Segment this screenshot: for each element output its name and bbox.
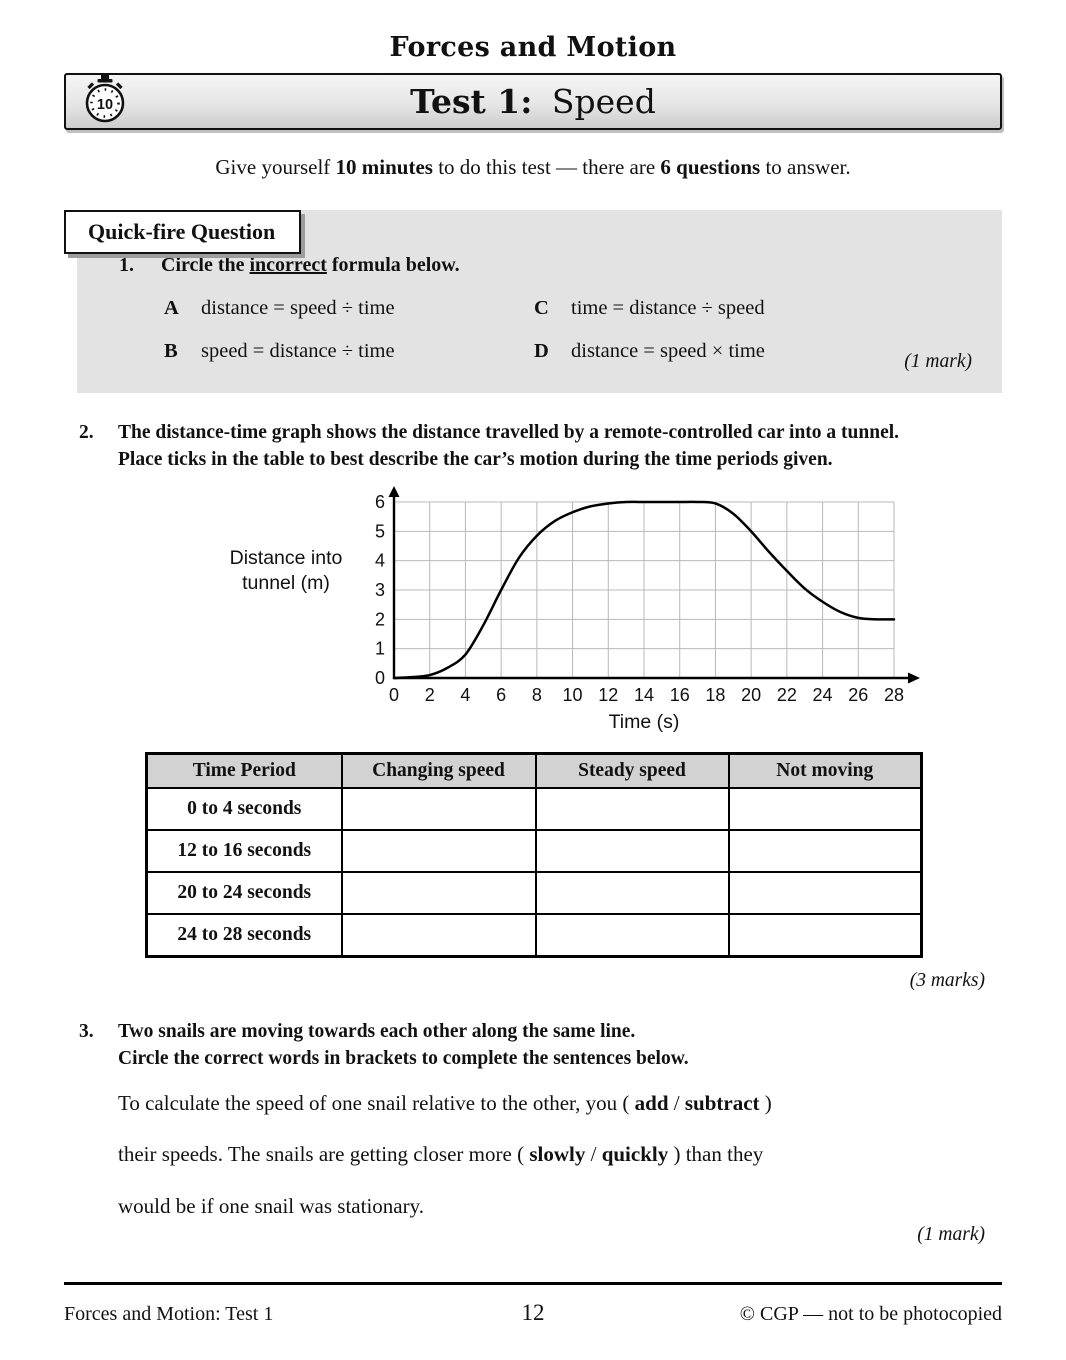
word-choice-add[interactable]: add — [634, 1091, 669, 1116]
svg-text:4: 4 — [460, 684, 471, 705]
q2-line1: The distance-time graph shows the distance travelled by a remote-controlled car into a tunnel. — [118, 422, 900, 443]
q2-marks: (3 marks) — [909, 969, 985, 991]
stopwatch-icon — [82, 73, 128, 130]
y-axis-label: Distance into tunnel (m) — [229, 546, 343, 594]
svg-text:22: 22 — [776, 684, 797, 705]
col-header-time-period: Time Period — [147, 753, 342, 788]
table-row — [147, 830, 922, 872]
answer-cell[interactable] — [729, 872, 922, 914]
option-a[interactable] — [164, 297, 534, 320]
option-letter: C — [534, 297, 549, 319]
option-letter: D — [534, 340, 549, 362]
svg-text:4: 4 — [374, 550, 385, 571]
intro-text: Give yourself 10 minutes to do this test — there are 6 questions to answer. — [215, 155, 851, 179]
quickfire-label: Quick-fire Question — [64, 210, 301, 254]
q3-line2: Circle the correct words in brackets to complete the sentences below. — [118, 1047, 689, 1069]
time-period-cell: 0 to 4 seconds — [147, 788, 342, 830]
col-header-steady-speed: Steady speed — [536, 753, 729, 788]
question-2 — [64, 419, 1002, 992]
underlined-word: incorrect — [249, 254, 327, 276]
option-text: time = distance ÷ speed — [571, 297, 765, 319]
table-row — [147, 914, 922, 956]
table-row — [147, 788, 922, 830]
svg-text:20: 20 — [741, 684, 762, 705]
svg-text:3: 3 — [374, 579, 385, 600]
test-title-bold: Test 1: — [410, 82, 533, 121]
time-period-cell: 20 to 24 seconds — [147, 872, 342, 914]
svg-text:0: 0 — [374, 667, 385, 688]
svg-text:26: 26 — [848, 684, 869, 705]
option-b[interactable] — [164, 340, 534, 363]
quickfire-section — [64, 210, 1002, 393]
answer-cell[interactable] — [342, 872, 536, 914]
word-choice-slowly[interactable]: slowly — [529, 1142, 586, 1167]
question-3-text — [118, 1018, 689, 1073]
svg-text:14: 14 — [633, 684, 655, 705]
q3-sentence-1: To calculate the speed of one snail relative to the other, you ( add / subtract ) — [118, 1091, 772, 1116]
svg-text:18: 18 — [705, 684, 726, 705]
motion-table — [145, 752, 923, 958]
time-period-cell: 12 to 16 seconds — [147, 830, 342, 872]
footer-copyright: © CGP — not to be photocopied — [739, 1303, 1002, 1325]
q3-marks: (1 mark) — [917, 1224, 985, 1246]
question-1-prompt: 1. Circle the incorrect formula below. — [119, 254, 460, 276]
option-letter: A — [164, 297, 179, 319]
col-header-not-moving: Not moving — [729, 753, 922, 788]
q1-options — [164, 297, 972, 363]
answer-cell[interactable] — [729, 914, 922, 956]
q3-sentence-2: their speeds. The snails are getting closer more ( slowly / quickly ) than they — [118, 1142, 764, 1167]
svg-text:6: 6 — [496, 684, 507, 705]
footer-rule — [64, 1282, 1002, 1286]
answer-cell[interactable] — [342, 914, 536, 956]
answer-cell[interactable] — [729, 830, 922, 872]
col-header-changing-speed: Changing speed — [342, 753, 536, 788]
svg-text:16: 16 — [669, 684, 690, 705]
question-3-number: 3. — [79, 1020, 94, 1042]
distance-time-graph — [224, 486, 1002, 732]
page-footer — [64, 1282, 1002, 1327]
svg-text:Time (s): Time (s) — [608, 710, 680, 732]
q3-sentence-3: would be if one snail was stationary. — [118, 1193, 424, 1218]
svg-text:2: 2 — [374, 608, 385, 629]
timer-minutes: 10 — [96, 96, 114, 113]
answer-cell[interactable] — [342, 788, 536, 830]
option-text: distance = speed ÷ time — [201, 297, 395, 319]
svg-text:8: 8 — [531, 684, 542, 705]
question-1-number: 1. — [119, 254, 134, 276]
svg-text:28: 28 — [883, 684, 905, 705]
answer-cell[interactable] — [536, 872, 729, 914]
svg-text:2: 2 — [424, 684, 435, 705]
svg-text:10: 10 — [562, 684, 583, 705]
answer-cell[interactable] — [536, 914, 729, 956]
question-3 — [64, 1018, 1002, 1246]
answer-cell[interactable] — [342, 830, 536, 872]
svg-text:6: 6 — [374, 491, 385, 512]
word-choice-quickly[interactable]: quickly — [601, 1142, 669, 1167]
q1-marks: (1 mark) — [904, 351, 972, 372]
table-row — [147, 872, 922, 914]
footer-test-name: Forces and Motion: Test 1 — [64, 1303, 274, 1325]
answer-cell[interactable] — [536, 830, 729, 872]
table-header-row — [147, 753, 922, 788]
graph-canvas — [348, 486, 926, 732]
page-number: 12 — [521, 1300, 545, 1325]
svg-text:1: 1 — [374, 638, 385, 659]
time-period-cell: 24 to 28 seconds — [147, 914, 342, 956]
word-choice-subtract[interactable]: subtract — [684, 1091, 760, 1116]
question-2-number: 2. — [79, 422, 94, 443]
test-title — [410, 82, 656, 121]
answer-cell[interactable] — [729, 788, 922, 830]
svg-text:24: 24 — [812, 684, 833, 705]
q2-line2: Place ticks in the table to best describe the car’s motion during the time periods given. — [118, 449, 833, 471]
page-title: Forces and Motion — [389, 32, 677, 63]
answer-cell[interactable] — [536, 788, 729, 830]
q3-line1: Two snails are moving towards each other along the same line. — [118, 1020, 636, 1042]
footer-row — [64, 1300, 1002, 1326]
q3-sentences — [118, 1090, 1002, 1220]
option-text: distance = speed × time — [571, 340, 765, 362]
option-text: speed = distance ÷ time — [201, 340, 395, 362]
test-title-subject: Speed — [551, 82, 656, 121]
svg-text:0: 0 — [388, 684, 400, 705]
svg-text:5: 5 — [374, 520, 385, 541]
question-2-text — [118, 419, 899, 474]
test-banner — [64, 73, 1002, 130]
question-3-prompt — [64, 1018, 1002, 1073]
option-letter: B — [164, 340, 178, 362]
question-2-prompt — [64, 419, 1002, 474]
svg-text:12: 12 — [598, 684, 619, 705]
option-c[interactable] — [534, 297, 972, 320]
